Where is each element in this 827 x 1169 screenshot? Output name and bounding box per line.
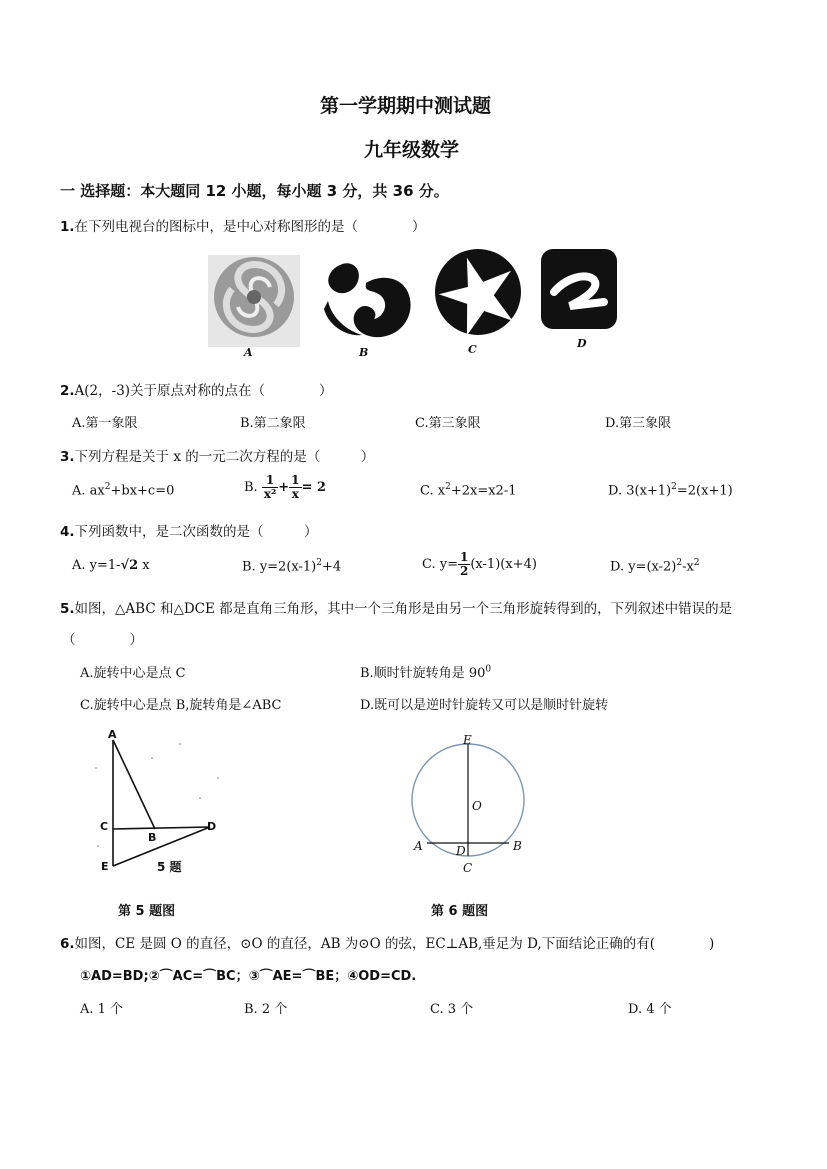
fraction	[289, 474, 301, 501]
question-number: 2.	[60, 383, 75, 399]
point-label-c: C	[100, 820, 109, 833]
question-text: 如图，CE 是圆 O 的直径，⊙O 的直径，AB 为⊙O 的弦，EC⊥AB,垂足为 D,下面结论正确的有( )	[74, 936, 715, 952]
option-text: C. x	[420, 483, 446, 499]
option-text: = 2	[301, 480, 326, 495]
logo-option-c	[432, 246, 524, 338]
fraction	[458, 551, 470, 578]
denominator: 2	[460, 564, 469, 578]
option-prefix: B.	[244, 480, 258, 495]
q6-option-c[interactable]: C. 3 个	[430, 1002, 474, 1017]
numerator: 1	[460, 550, 469, 564]
page-title: 第一学期期中测试题	[320, 95, 492, 117]
option-text: +bx+c=0	[110, 483, 175, 499]
option-text: +2x=x2-1	[450, 483, 517, 499]
q2-option-b[interactable]: B.第二象限	[240, 416, 306, 431]
option-text: B. y=2(x-1)	[242, 559, 317, 575]
question-text: 如图，△ABC 和△DCE 都是直角三角形，其中一个三角形是由另一个三角形旋转得到的，下列叙述中错误的是	[74, 601, 733, 617]
page-subtitle: 九年级数学	[364, 139, 460, 161]
option-text: =2(x+1)	[676, 483, 733, 499]
superscript: 0	[485, 664, 492, 675]
question-number: 6.	[60, 936, 75, 952]
figure-5-caption: 第 5 题图	[118, 904, 176, 919]
superscript: 2	[316, 558, 322, 568]
q5-option-b[interactable]	[360, 662, 491, 681]
option-text: -x	[682, 559, 694, 575]
figure-5	[90, 728, 230, 878]
question-2	[60, 379, 333, 399]
option-text: D. 3(x+1)	[608, 483, 672, 499]
q2-option-a[interactable]: A.第一象限	[72, 416, 138, 431]
q4-option-d[interactable]	[610, 558, 700, 574]
star-in-circle-logo-icon	[432, 246, 524, 338]
q3-option-d[interactable]	[608, 482, 733, 498]
question-6	[60, 932, 714, 952]
question-text: A(2，-3)关于原点对称的点在（ ）	[74, 383, 333, 399]
figure-6-caption: 第 6 题图	[431, 904, 489, 919]
question-number: 5.	[60, 601, 75, 617]
superscript: 2	[676, 558, 683, 568]
q3-option-c[interactable]	[420, 482, 516, 498]
point-label-b: B	[148, 831, 157, 844]
question-4	[60, 520, 318, 540]
logo-option-b	[322, 255, 414, 347]
question-text: 下列方程是关于 x 的一元二次方程的是（ ）	[74, 449, 375, 465]
z-in-rounded-square-logo-icon	[540, 248, 618, 330]
question-number: 4.	[60, 524, 75, 540]
denominator: x²	[263, 487, 277, 501]
q6-statements: ①AD=BD;②⌒AC=⌒BC；③⌒AE=⌒BE；④OD=CD.	[80, 969, 417, 984]
section-heading: 一 选择题：本大题同 12 小题，每小题 3 分，共 36 分。	[60, 182, 449, 200]
numerator: 1	[262, 474, 278, 488]
q5-option-a[interactable]: A.旋转中心是点 C	[80, 666, 186, 681]
question-5-blank: （ ）	[62, 632, 143, 648]
q6-option-b[interactable]: B. 2 个	[244, 1002, 288, 1017]
option-text: D. y=(x-2)	[610, 559, 677, 575]
point-label-e: E	[463, 733, 472, 747]
point-label-a: A	[108, 728, 117, 741]
logo-label-c: C	[468, 343, 477, 356]
q5-option-d[interactable]: D.既可以是逆时针旋转又可以是顺时针旋转	[360, 698, 609, 713]
point-label-o: O	[472, 799, 482, 813]
q4-option-b[interactable]	[242, 558, 341, 574]
q2-option-c[interactable]: C.第三象限	[415, 416, 481, 431]
question-1	[60, 215, 426, 235]
q6-option-d[interactable]: D. 4 个	[628, 1002, 672, 1017]
question-number: 1.	[60, 219, 75, 235]
question-3	[60, 445, 374, 465]
q6-option-a[interactable]: A. 1 个	[80, 1002, 124, 1017]
q5-option-c[interactable]: C.旋转中心是点 B,旋转角是∠ABC	[80, 698, 282, 713]
q3-option-a[interactable]	[72, 482, 174, 498]
point-label-d: D	[456, 844, 466, 858]
logo-label-a: A	[244, 346, 253, 359]
option-text: (x-1)(x+4)	[470, 557, 537, 572]
figure-inner-label: 5 题	[157, 860, 182, 874]
plus-sign: +	[278, 480, 290, 495]
option-text: A. ax	[72, 483, 105, 499]
superscript: 2	[104, 482, 111, 492]
figure-6	[405, 735, 535, 880]
logo-label-b: B	[359, 346, 369, 359]
circle-diagram	[405, 735, 535, 880]
q3-option-b[interactable]	[244, 474, 326, 501]
option-text: x	[138, 558, 150, 573]
logo-label-d: D	[577, 337, 587, 350]
question-text: 在下列电视台的图标中，是中心对称图形的是（ ）	[74, 219, 426, 235]
question-number: 3.	[60, 449, 75, 465]
q2-option-d[interactable]: D.第三象限	[605, 416, 672, 431]
fraction	[262, 474, 278, 501]
point-label-c: C	[463, 861, 473, 875]
point-label-e: E	[101, 860, 109, 873]
numerator: 1	[291, 473, 300, 487]
question-text: 下列函数中，是二次函数的是（ ）	[74, 524, 318, 540]
option-text: +4	[321, 559, 342, 575]
superscript: 2	[445, 482, 451, 492]
abstract-blob-logo-icon	[322, 255, 414, 347]
q4-option-c[interactable]	[422, 551, 537, 578]
question-5	[60, 597, 732, 617]
square-root: √2	[120, 558, 139, 573]
triangle-diagram	[90, 728, 230, 878]
logo-option-a	[208, 255, 300, 347]
option-text: B.顺时针旋转角是 90	[360, 666, 486, 681]
q4-option-a[interactable]	[72, 558, 150, 573]
denominator: x	[291, 487, 299, 501]
superscript: 2	[693, 558, 700, 568]
point-label-a: A	[414, 839, 423, 853]
point-label-d: D	[207, 820, 217, 833]
superscript: 2	[671, 482, 677, 492]
option-text: A. y=1-	[72, 558, 121, 573]
point-label-b: B	[513, 839, 522, 853]
logo-option-d	[540, 248, 618, 330]
option-text: C. y=	[422, 557, 458, 572]
spiral-swirl-logo-icon	[208, 255, 300, 347]
